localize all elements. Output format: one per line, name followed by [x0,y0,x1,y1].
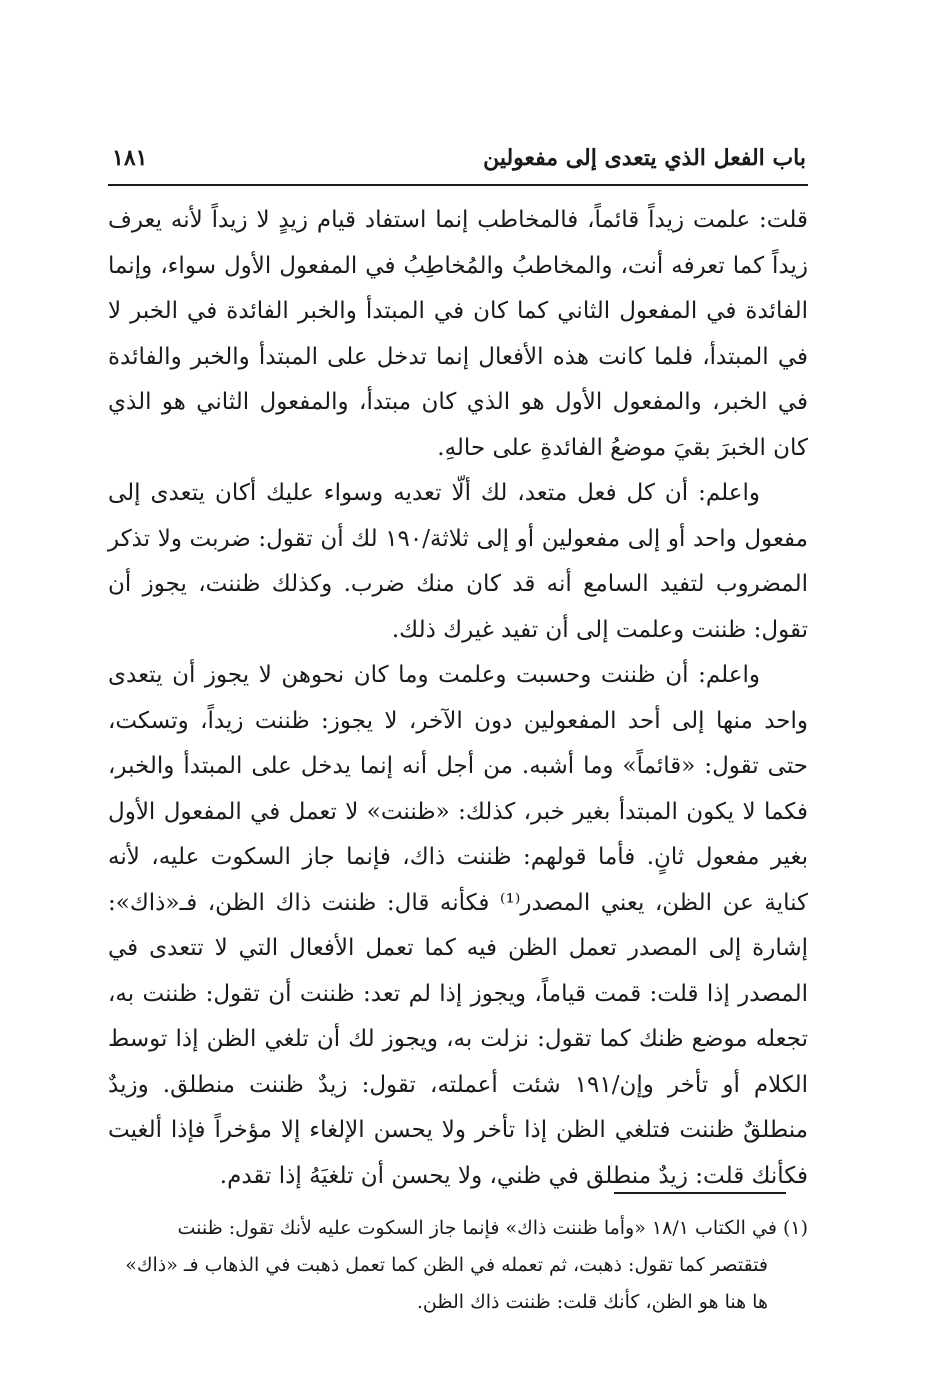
running-header [112,138,806,178]
paragraph-3: واعلم: أن ظننت وحسبت وعلمت وما كان نحوهن لا يجوز أن يتعدى واحد منها إلى أحد المفعولين دون الآخر، لا يجوز: ظننت زيداً، وتسكت، حتى تقول: «قائماً» وما أشبه. من أجل أنه إنما يدخل على المبتدأ والخبر، فكما لا يكون المبتدأ بغير خبر، كذلك: «ظننت» لا تعمل في المفعول الأول بغير مفعول ثانٍ. فأما قولهم: ظننت ذاك، فإنما جاز السكوت عليه، لأنه كناية عن الظن، يعني المصدر⁽¹⁾ فكأنه قال: ظننت ذاك الظن، فـ«ذاك»: إشارة إلى المصدر تعمل الظن فيه كما تعمل الأفعال التي لا تتعدى في المصدر إذا قلت: قمت قياماً، ويجوز إذا لم تعد: ظننت أن تقول: ظننت به، تجعله موضع ظنك كما تقول: نزلت به، ويجوز لك أن تلغي الظن إذا توسط الكلام أو تأخر وإن/١٩١ شئت أعملته، تقول: زيدٌ ظننت منطلق. وزيدٌ منطلقٌ ظننت فتلغي الظن إذا تأخر ولا يحسن الإلغاء إلا مؤخراً فإذا ألغيت فكأنك قلت: زيدٌ منطلق في ظني، ولا يحسن أن تلغيَهُ إذا تقدم. [108,662,808,1189]
main-text [108,198,808,1199]
chapter-title: باب الفعل الذي يتعدى إلى مفعولين [483,145,806,171]
paragraph-2: واعلم: أن كل فعل متعد، لك ألّا تعديه وسواء عليك أكان يتعدى إلى مفعول واحد أو إلى مفعولين أو إلى ثلاثة/١٩٠ لك أن تقول: ضربت ولا تذكر المضروب لتفيد السامع أنه قد كان منك ضرب. وكذلك ظننت، يجوز أن تقول: ظننت وعلمت إلى أن تفيد غيرك ذلك. [108,480,808,643]
footnote-divider [614,1192,786,1194]
footnote-line-1: (١) في الكتاب ١٨/١ «وأما ظننت ذاك» فإنما جاز السكوت عليه لأنك تقول: ظننت [177,1217,808,1239]
footnote-line-2: فتقتصر كما تقول: ذهبت، ثم تعمله في الظن كما تعمل ذهبت في الذهاب فـ «ذاك» [125,1254,768,1276]
paragraph-1: قلت: علمت زيداً قائماً، فالمخاطب إنما استفاد قيام زيدٍ لا زيداً لأنه يعرف زيداً كما تعرفه أنت، والمخاطبُ والمُخاطِبُ في المفعول الأول سواء، وإنما الفائدة في المفعول الثاني كما كان في المبتدأ والخبر الفائدة في الخبر لا في المبتدأ، فلما كانت هذه الأفعال إنما تدخل على المبتدأ والخبر والفائدة في الخبر، والمفعول الأول هو الذي كان مبتدأ، والمفعول الثاني هو الذي كان الخبرَ بقيَ موضعُ الفائدةِ على حالهِ. [108,207,809,461]
page-number: ١٨١ [112,145,148,171]
header-divider [108,184,808,186]
footnote [108,1210,808,1321]
footnote-line-3: ها هنا هو الظن، كأنك قلت: ظننت ذاك الظن. [416,1291,768,1313]
